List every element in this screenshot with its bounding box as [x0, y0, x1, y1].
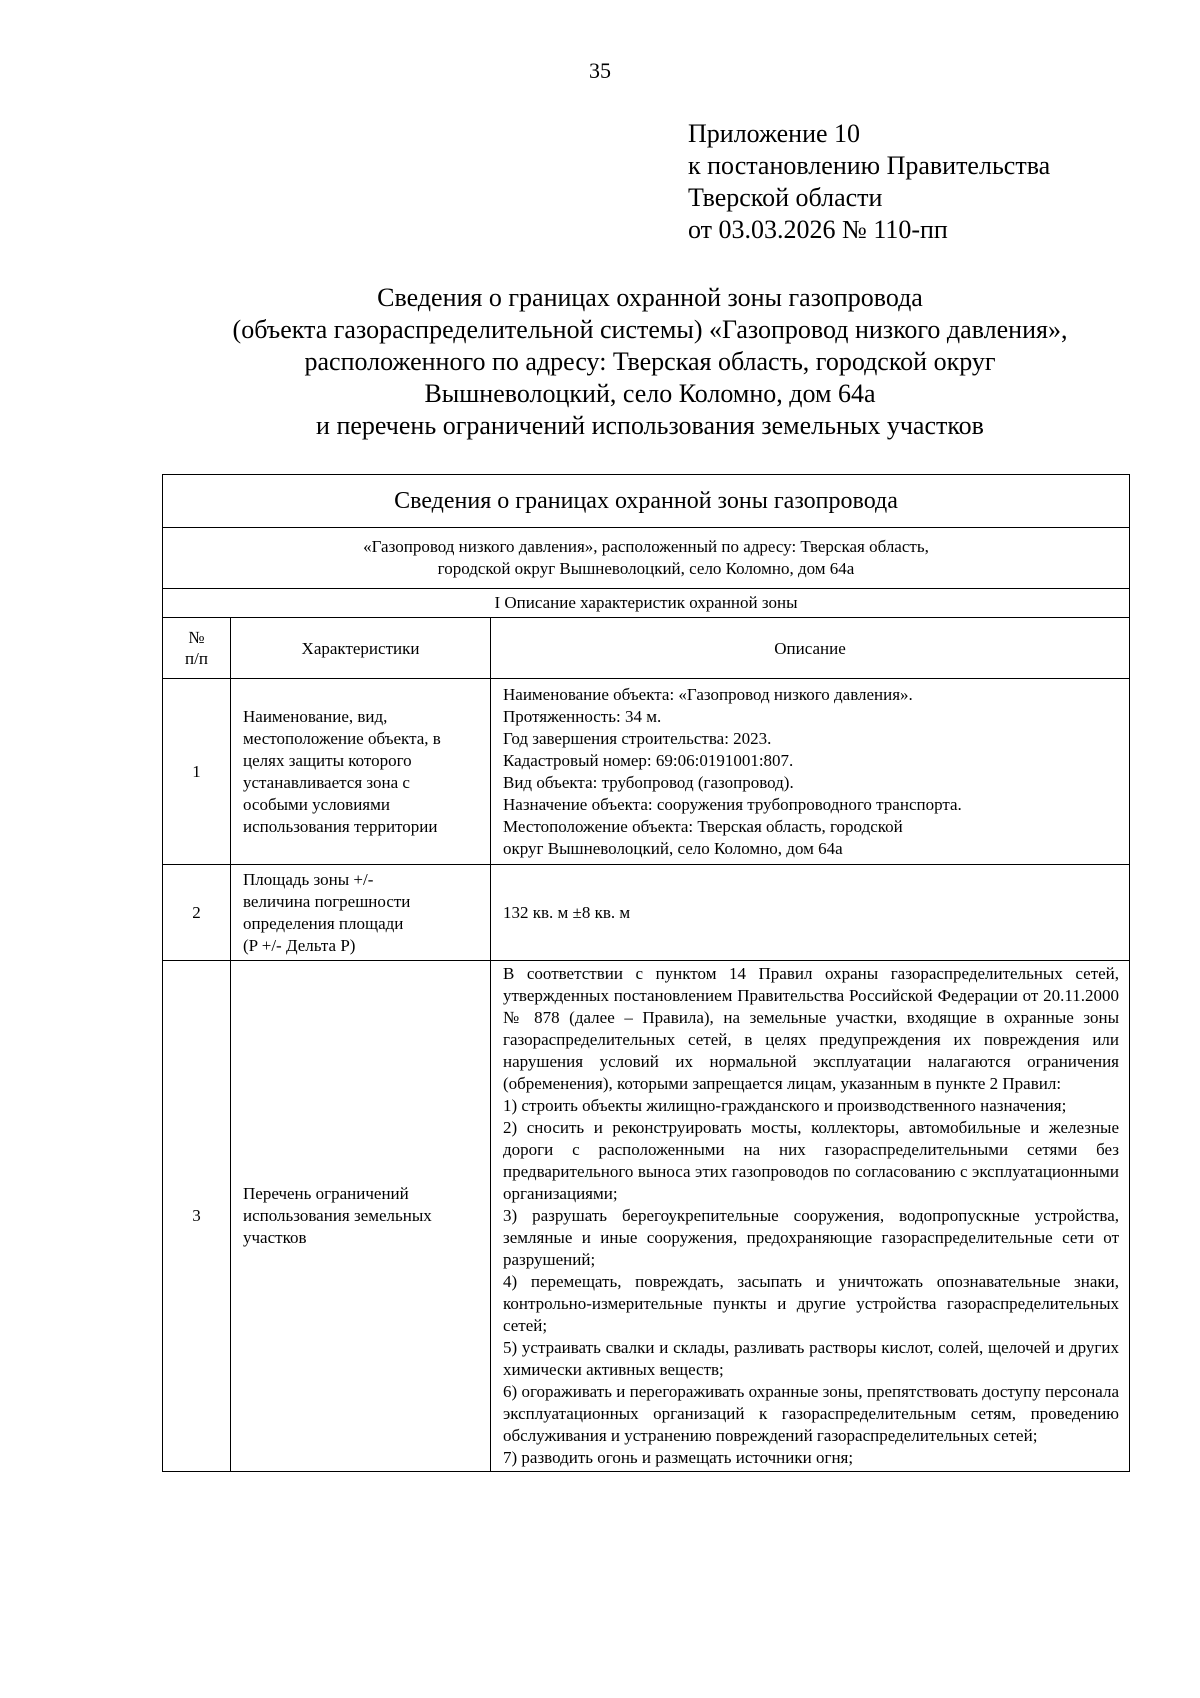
description-paragraph: 2) сносить и реконструировать мосты, коллекторы, автомобильные и железные дороги с расположенными на них газораспределительными сетями без предварительного выноса этих газопроводов по согласованию с эксплуатационными организациями;	[503, 1118, 1120, 1203]
description-line: Протяженность: 34 м.	[503, 706, 662, 726]
document-title	[100, 282, 1200, 442]
description-paragraph: В соответствии с пунктом 14 Правил охраны газораспределительных сетей, утвержденных постановлением Правительства Российской Федерации от 20.11.2000 № 878 (далее – Правила), на земельные участки, входящие в охранные зоны газораспределительных сетей, в целях предупреждения их повреждения или нарушения условий их нормальной эксплуатации налагаются ограничения (обременения), которыми запрещается лицам, указанным в пункте 2 Правил:	[503, 964, 1120, 1093]
table-header-title: Сведения о границах охранной зоны газопровода	[163, 475, 1130, 528]
description-paragraph: 5) устраивать свалки и склады, разливать растворы кислот, солей, щелочей и других химически активных веществ;	[503, 1338, 1120, 1379]
row-number: 1	[163, 679, 231, 865]
title-line-4: Вышневолоцкий, село Коломно, дом 64а	[424, 379, 876, 408]
appendix-line-1: Приложение 10	[688, 119, 861, 148]
object-line-2: городской округ Вышневолоцкий, село Коломно, дом 64а	[437, 559, 855, 578]
title-line-2: (объекта газораспределительной системы) «Газопровод низкого давления»,	[232, 315, 1068, 344]
characteristic-line: определения площади	[243, 913, 404, 933]
table-row	[163, 679, 1130, 865]
column-header-description: Описание	[491, 618, 1130, 679]
description-paragraph: 3) разрушать берегоукрепительные сооружения, водопропускные устройства, земляные и иные сооружения, предохраняющие газораспределительные сети от разрушений;	[503, 1206, 1120, 1269]
column-header-characteristics: Характеристики	[231, 618, 491, 679]
appendix-block	[688, 118, 1050, 246]
description-paragraph: 7) разводить огонь и размещать источники огня;	[503, 1448, 854, 1467]
description-line: округ Вышневолоцкий, село Коломно, дом 64а	[503, 838, 843, 858]
description-line: Местоположение объекта: Тверская область, городской	[503, 816, 903, 836]
column-header-row	[163, 618, 1130, 679]
row-characteristic	[231, 865, 491, 961]
description-line: Назначение объекта: сооружения трубопроводного транспорта.	[503, 794, 962, 814]
description-line: Вид объекта: трубопровод (газопровод).	[503, 772, 794, 792]
table-row	[163, 865, 1130, 961]
table-row	[163, 961, 1130, 1472]
column-number-abbr: п/п	[185, 649, 208, 668]
appendix-line-4: от 03.03.2026 № 110-пп	[688, 215, 948, 244]
column-header-number	[163, 618, 231, 679]
row-description: 132 кв. м ±8 кв. м	[491, 865, 1130, 961]
description-line: Кадастровый номер: 69:06:0191001:807.	[503, 750, 794, 770]
row-description	[491, 679, 1130, 865]
table-object-description	[163, 528, 1130, 589]
row-characteristic: Перечень ограничений использования земельных участков	[231, 961, 491, 1472]
row-number: 3	[163, 961, 231, 1472]
title-line-1: Сведения о границах охранной зоны газопровода	[377, 283, 923, 312]
description-paragraph: 4) перемещать, повреждать, засыпать и уничтожать опознавательные знаки, контрольно-измерительные пункты и другие устройства газораспределительных сетей;	[503, 1272, 1120, 1335]
appendix-line-3: Тверской области	[688, 183, 883, 212]
characteristic-line: величина погрешности	[243, 891, 411, 911]
description-line: Наименование объекта: «Газопровод низкого давления».	[503, 684, 913, 704]
zone-info-table	[162, 474, 1130, 1472]
page-number: 35	[589, 58, 611, 83]
appendix-line-2: к постановлению Правительства	[688, 151, 1051, 180]
object-line-1: «Газопровод низкого давления», расположенный по адресу: Тверская область,	[363, 537, 929, 556]
description-paragraph: 1) строить объекты жилищно-гражданского и производственного назначения;	[503, 1096, 1067, 1115]
row-description	[491, 961, 1130, 1472]
row-characteristic: Наименование, вид, местоположение объекта, в целях защиты которого устанавливается зона с особыми условиями использования территории	[231, 679, 491, 865]
characteristic-line: Площадь зоны +/-	[243, 869, 374, 889]
title-line-5: и перечень ограничений использования земельных участков	[316, 411, 984, 440]
row-number: 2	[163, 865, 231, 961]
description-line: Год завершения строительства: 2023.	[503, 728, 772, 748]
characteristic-line: (P +/- Дельта P)	[243, 935, 356, 955]
section-title: I Описание характеристик охранной зоны	[163, 589, 1130, 618]
column-number-symbol: №	[188, 628, 205, 647]
title-line-3: расположенного по адресу: Тверская область, городской округ	[304, 347, 996, 376]
description-paragraph: 6) огораживать и перегораживать охранные зоны, препятствовать доступу персонала эксплуатационных организаций к газораспределительным сетям, проведению обслуживания и устранению повреждений газораспределительных сетей;	[503, 1382, 1120, 1445]
